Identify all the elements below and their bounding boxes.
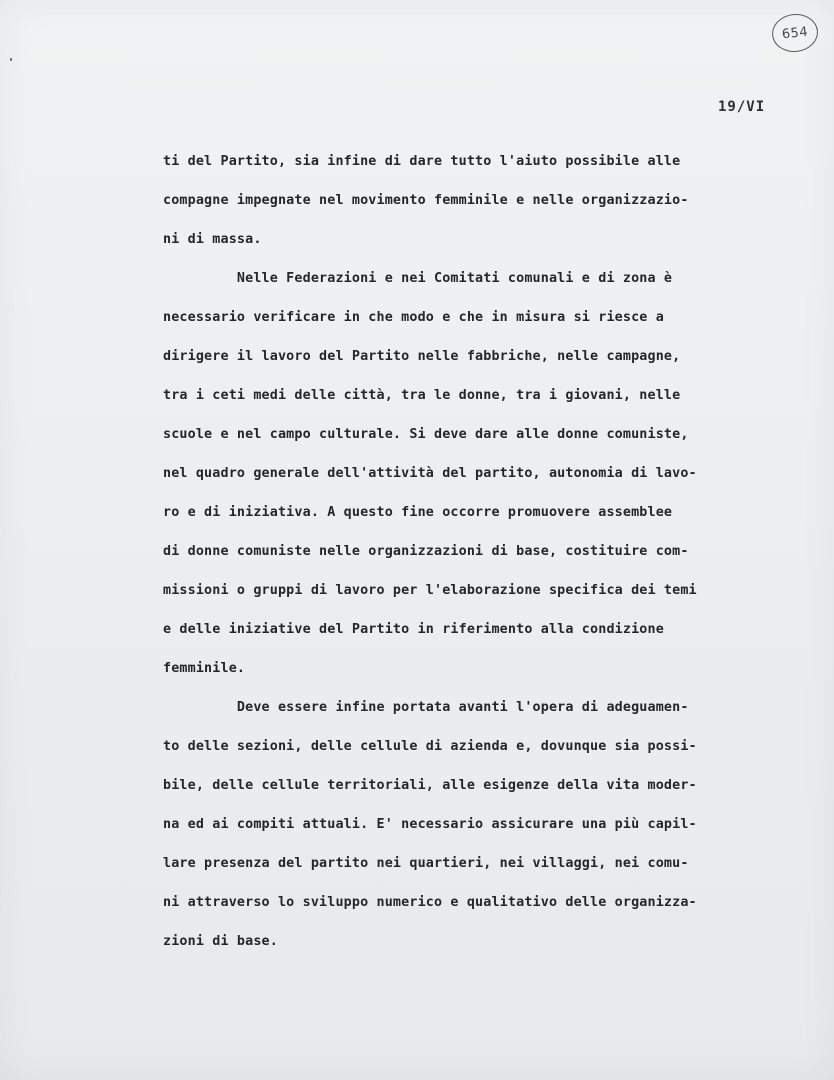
page-number: 19/VI [718,99,766,115]
text-line: compagne impegnate nel movimento femminile e nelle organizzazio- [163,193,689,208]
text-line: di donne comuniste nelle organizzazioni di base, costituire com- [163,544,689,559]
text-line: bile, delle cellule territoriali, alle esigenze della vita moder- [163,778,697,793]
text-line: tra i ceti medi delle città, tra le donne, tra i giovani, nelle [163,388,681,403]
text-line: e delle iniziative del Partito in riferimento alla condizione [163,622,664,637]
text-line: ni attraverso lo sviluppo numerico e qualitativo delle organizza- [163,895,697,910]
text-line: nel quadro generale dell'attività del partito, autonomia di lavo- [163,466,697,481]
archive-stamp: 654 [770,12,820,55]
text-line: femminile. [163,661,246,676]
text-line: scuole e nel campo culturale. Si deve dare alle donne comuniste, [163,427,689,442]
text-line: ni di massa. [163,232,262,247]
text-line: na ed ai compiti attuali. E' necessario assicurare una più capil- [163,817,697,832]
text-line: missioni o gruppi di lavoro per l'elaborazione specifica dei temi [163,583,697,598]
text-line: to delle sezioni, delle cellule di azienda e, dovunque sia possi- [163,739,697,754]
text-line: zioni di base. [163,934,278,949]
text-line: Nelle Federazioni e nei Comitati comunali e di zona è [163,271,673,286]
text-line: Deve essere infine portata avanti l'opera di adeguamen- [163,700,689,715]
body-text [163,142,823,961]
text-line: necessario verificare in che modo e che in misura si riesce a [163,310,664,325]
text-line: dirigere il lavoro del Partito nelle fabbriche, nelle campagne, [163,349,681,364]
text-line: ro e di iniziativa. A questo fine occorre promuovere assemblee [163,505,673,520]
text-line: ti del Partito, sia infine di dare tutto l'aiuto possibile alle [163,154,681,169]
paper-speck [10,58,12,61]
text-line: lare presenza del partito nei quartieri, nei villaggi, nei comu- [163,856,689,871]
